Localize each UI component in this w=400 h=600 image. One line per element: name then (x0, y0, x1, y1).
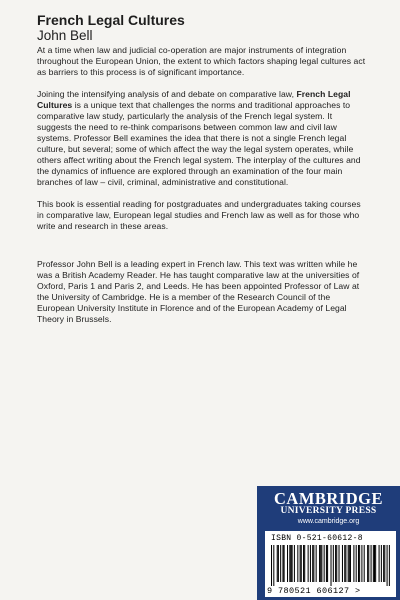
barcode-bar (364, 545, 365, 582)
barcode-bar (321, 545, 322, 582)
barcode-bar (361, 545, 362, 582)
paragraph-description (37, 89, 367, 188)
barcode-bars (271, 545, 390, 586)
barcode-bar (313, 545, 314, 582)
barcode-bar (339, 545, 340, 582)
barcode-bar (371, 545, 372, 582)
paragraph-author-bio: Professor John Bell is a leading expert in French law. This text was written while he was a British Academy Reader. He has taught comparative law at the universities of Oxford, Paris 1 and Paris 2, and Leeds. He has been appointed Professor of Law at the University of Cambridge. He is a member of the Research Council of the European University Institute in Florence and of the European Academy of Legal Theory in Brussels. (37, 259, 360, 324)
barcode-bar (368, 545, 369, 582)
barcode-bar (324, 545, 325, 582)
barcode-bar (336, 545, 337, 582)
barcode-bar (331, 545, 332, 586)
barcode-bar (373, 545, 374, 582)
publisher-subtitle: UNIVERSITY PRESS (280, 506, 377, 516)
publisher-name: CAMBRIDGE (273, 489, 383, 508)
barcode-bar (333, 545, 334, 582)
barcode-bar (316, 545, 317, 582)
barcode-digits: 9 780521 606127 > (267, 586, 361, 596)
barcode-bar (356, 545, 357, 582)
barcode-bar (319, 545, 320, 582)
barcode-bar (349, 545, 350, 582)
barcode-bar (344, 545, 345, 582)
back-cover-text (37, 12, 367, 336)
barcode-bar (383, 545, 384, 582)
barcode-bar (350, 545, 351, 582)
barcode-bar (271, 545, 272, 586)
barcode-bar (289, 545, 290, 582)
book-author: John Bell (37, 28, 93, 43)
barcode-bar (359, 545, 360, 582)
barcode-bar (294, 545, 295, 582)
paragraph-description-bold-title: French Legal Cultures (37, 89, 351, 110)
barcode-bar (327, 545, 328, 582)
barcode-bar (374, 545, 375, 582)
barcode-bar (312, 545, 313, 582)
barcode-bar (348, 545, 349, 582)
paragraph-intro: At a time when law and judicial co-operation are major instruments of integration throughout the European Union, the extent to which factors shaping legal cultures act as barriers to this process is of significant importance. (37, 45, 366, 77)
barcode-bar (300, 545, 301, 582)
barcode-bar (381, 545, 382, 582)
barcode-bar (303, 545, 304, 582)
barcode-bar (384, 545, 385, 582)
barcode-bar (375, 545, 376, 582)
barcode-bar (308, 545, 309, 582)
barcode-bar (284, 545, 285, 582)
isbn-barcode (265, 531, 396, 597)
paragraph-description-rest: is a unique text that challenges the norms and traditional approaches to comparative law study, particularly the analysis of the French legal system. It suggests the need to re-think comparisons between common law and civil law systems. Professor Bell examines the idea that there is not a single French legal culture, but several; some of which affect the way the legal system operates, while others affect writing about the French legal system. The interplay of the cultures and the dynamics of influence are explored through an examination of the four main branches of law – civil, criminal, administrative and constitutional. (37, 100, 361, 187)
barcode-bar (342, 545, 343, 582)
barcode-bar (320, 545, 321, 582)
barcode-bar (301, 545, 302, 582)
paragraph-description-start: Joining the intensifying analysis of and debate on comparative law, (37, 89, 297, 99)
barcode-bar (387, 545, 388, 586)
barcode-bar (367, 545, 368, 582)
barcode-bar (310, 545, 311, 582)
barcode-bar (358, 545, 359, 582)
barcode-bar (282, 545, 283, 582)
barcode-bar (273, 545, 274, 586)
paragraph-audience: This book is essential reading for postgraduates and undergraduates taking courses in comparative law, European legal studies and French law as well as for those who write and research in these areas. (37, 199, 361, 231)
barcode-bar (277, 545, 278, 582)
book-title: French Legal Cultures (37, 12, 185, 28)
barcode-bar (297, 545, 298, 582)
barcode-bar (280, 545, 281, 582)
barcode-bar (335, 545, 336, 582)
barcode-bar (345, 545, 346, 582)
barcode-bar (304, 545, 305, 582)
barcode-bar (278, 545, 279, 582)
publisher-url: www.cambridge.org (297, 518, 360, 525)
barcode-bar (290, 545, 291, 582)
barcode-bar (379, 545, 380, 582)
barcode-bar (287, 545, 288, 582)
barcode-bar (389, 545, 390, 586)
isbn-label: ISBN 0-521-60612-8 (271, 534, 363, 543)
barcode-bar (353, 545, 354, 582)
barcode-bar (326, 545, 327, 582)
barcode-bar (292, 545, 293, 582)
